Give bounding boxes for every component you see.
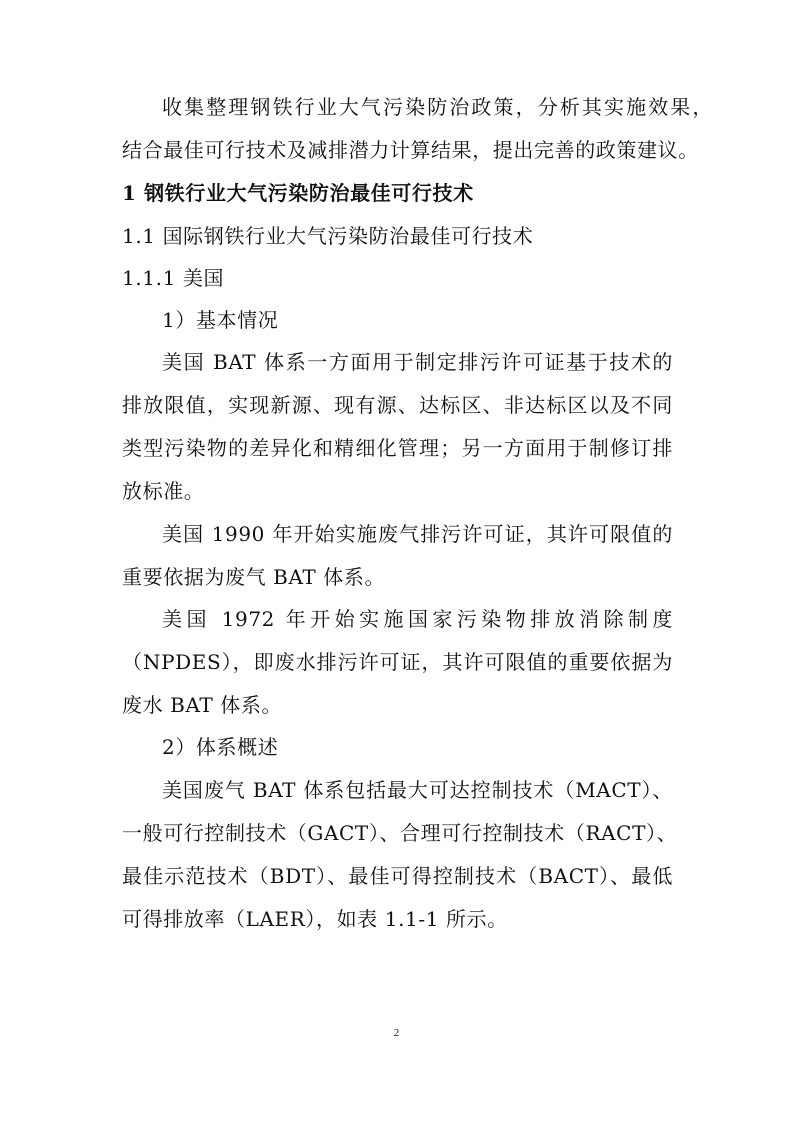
overview-line-3: 最佳示范技术（BDT）、最佳可得控制技术（BACT）、最低 [122, 864, 673, 888]
p1972-line-2: （NPDES），即废水排污许可证，其许可限值的重要依据为 [122, 650, 673, 674]
bat-line-4: 放标准。 [122, 479, 205, 503]
p1990-line-1: 美国 1990 年开始实施废气排污许可证，其许可限值的 [162, 522, 673, 546]
overview-line-4: 可得排放率（LAER），如表 1.1-1 所示。 [122, 907, 508, 931]
p1990-line-2: 重要依据为废气 BAT 体系。 [122, 565, 386, 589]
intro-line-2: 结合最佳可行技术及减排潜力计算结果，提出完善的政策建议。 [122, 138, 699, 162]
bat-line-1: 美国 BAT 体系一方面用于制定排污许可证基于技术的 [162, 350, 673, 374]
p1972-line-1: 美国 1972 年开始实施国家污染物排放消除制度 [162, 607, 673, 631]
p1972-line-3: 废水 BAT 体系。 [122, 693, 283, 717]
heading-level-1: 1 钢铁行业大气污染防治最佳可行技术 [122, 181, 474, 205]
heading-level-2: 1.1 国际钢铁行业大气污染防治最佳可行技术 [122, 224, 534, 248]
heading-level-3: 1.1.1 美国 [122, 266, 225, 290]
subsection-system-overview: 2）体系概述 [162, 735, 279, 759]
overview-line-1: 美国废气 BAT 体系包括最大可达控制技术（MACT）、 [162, 778, 673, 802]
bat-line-3: 类型污染物的差异化和精细化管理；另一方面用于制修订排 [122, 436, 673, 460]
subsection-basic-situation: 1）基本情况 [162, 308, 279, 332]
bat-line-2: 排放限值，实现新源、现有源、达标区、非达标区以及不同 [122, 393, 673, 417]
intro-line-1: 收集整理钢铁行业大气污染防治政策，分析其实施效果， [162, 95, 713, 119]
page-number: 2 [393, 1027, 400, 1039]
overview-line-2: 一般可行控制技术（GACT）、合理可行控制技术（RACT）、 [122, 821, 678, 845]
